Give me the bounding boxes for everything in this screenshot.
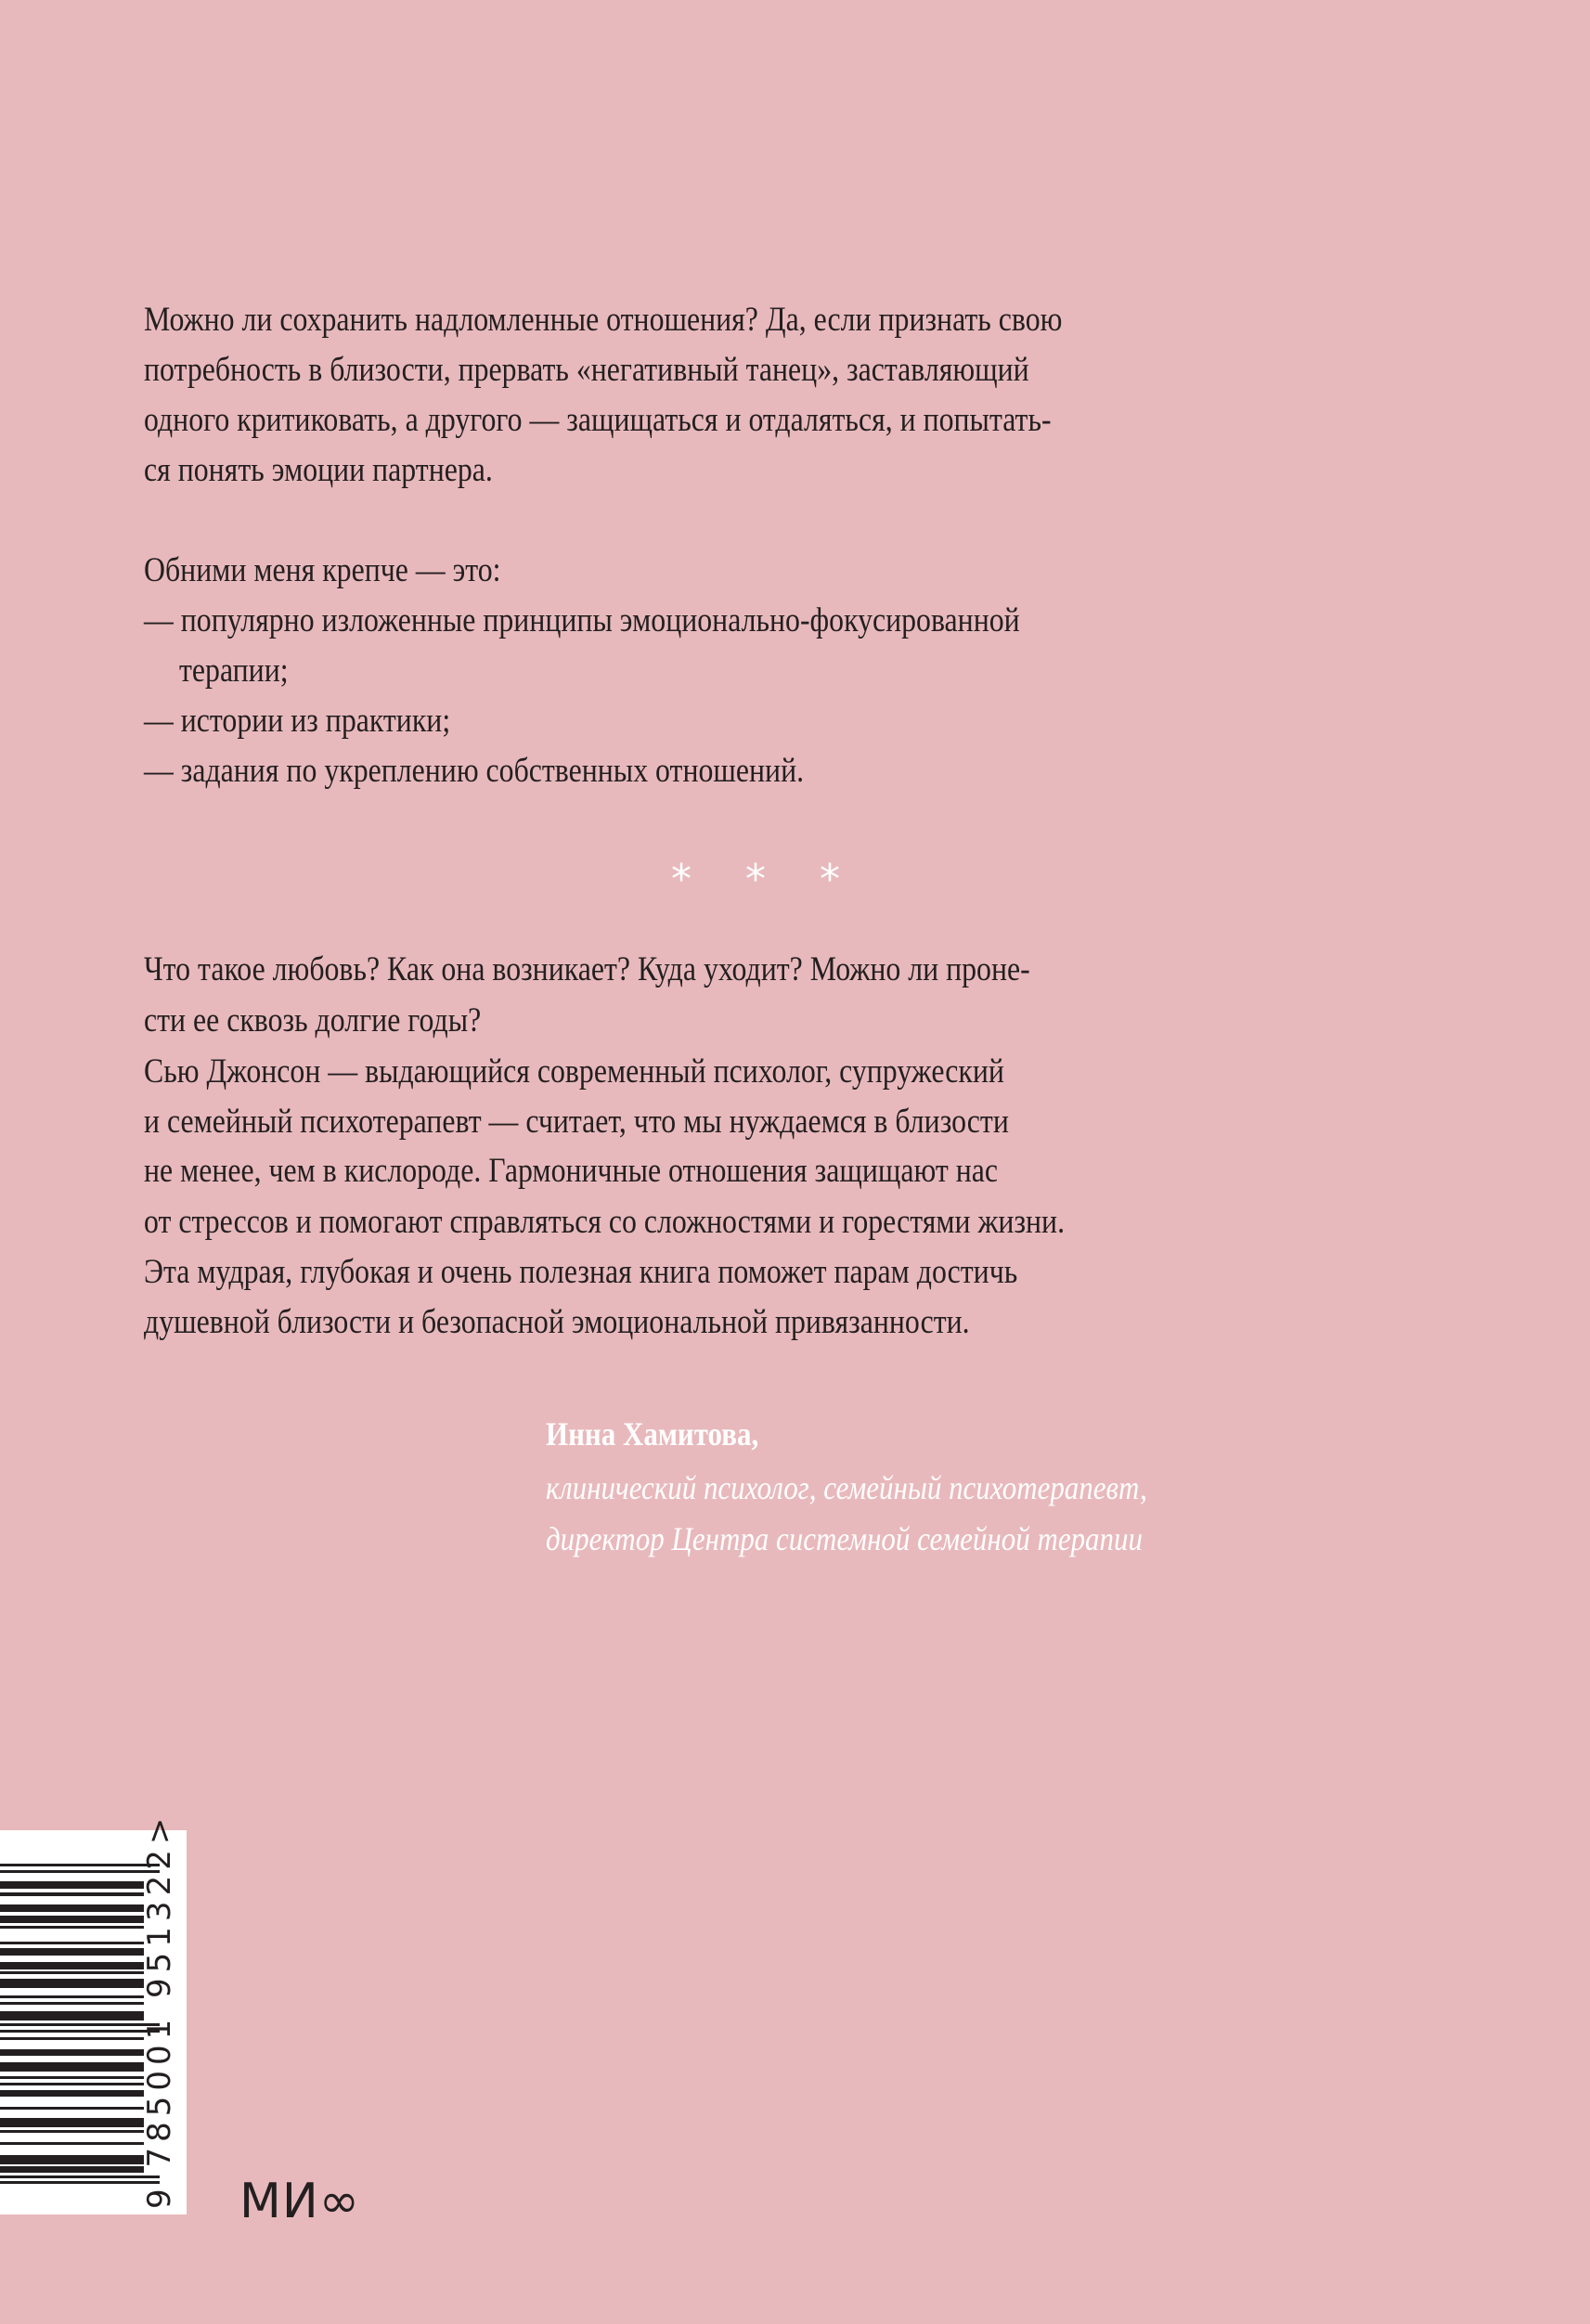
reviewer-name: Инна Хамитова,	[546, 1415, 759, 1452]
asterism-separator: * * *	[671, 856, 860, 903]
text-line: и семейный психотерапевт — считает, что мы нуждаемся в близости	[144, 1103, 1009, 1141]
text-line: Сью Джонсон — выдающийся современный психолог, супружеский	[144, 1052, 1004, 1091]
reviewer-title: клинический психолог, семейный психотерапевт,	[546, 1469, 1147, 1506]
list-item-continuation: терапии;	[179, 652, 289, 690]
text-line: сти ее сквозь долгие годы?	[144, 1001, 482, 1039]
text-line: Что такое любовь? Как она возникает? Куда уходит? Можно ли проне-	[144, 950, 1030, 988]
reviewer-title: директор Центра системной семейной терапии	[546, 1520, 1143, 1557]
list-item: — задания по укреплению собственных отношений.	[144, 752, 805, 790]
isbn-number	[141, 1813, 178, 2209]
text-line: ся понять эмоции партнера.	[144, 451, 493, 489]
text-line: Можно ли сохранить надломленные отношения? Да, если признать свою	[144, 301, 1063, 339]
isbn-digits: 9 785001 951322	[141, 1844, 178, 2209]
text-line: одного критиковать, а другого — защищаться и отдаляться, и попытать-	[144, 401, 1052, 439]
features-intro: Обними меня крепче — это:	[144, 551, 501, 589]
publisher-logo: МИ∞	[239, 2174, 361, 2229]
arrow-icon: >	[141, 1812, 178, 1845]
text-line: потребность в близости, прервать «негативный танец», заставляющий	[144, 351, 1029, 389]
list-item: — популярно изложенные принципы эмоционально-фокусированной	[144, 601, 1020, 639]
text-line: от стрессов и помогают справляться со сложностями и горестями жизни.	[144, 1203, 1066, 1241]
list-item: — истории из практики;	[144, 702, 451, 740]
text-line: душевной близости и безопасной эмоциональной привязанности.	[144, 1303, 970, 1341]
text-line: Эта мудрая, глубокая и очень полезная книга поможет парам достичь	[144, 1253, 1018, 1291]
text-line: не менее, чем в кислороде. Гармоничные отношения защищают нас	[144, 1152, 998, 1190]
